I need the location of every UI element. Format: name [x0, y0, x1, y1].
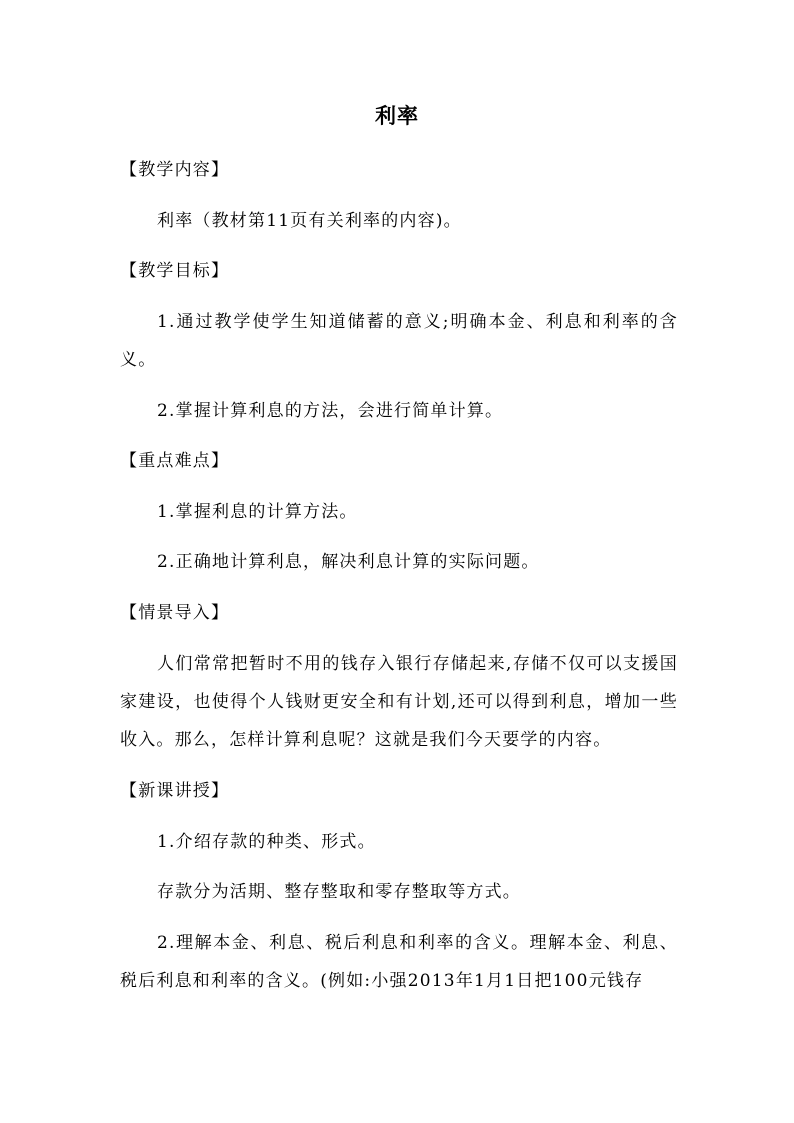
new-lesson-2: 2.理解本金、利息、税后利息和利率的含义。理解本金、利息、税后利息和利率的含义。(例如:小强2013年1月1日把100元钱存 [120, 933, 678, 991]
key-point-2: 2.正确地计算利息，解决利息计算的实际问题。 [157, 552, 540, 572]
new-lesson-1: 1.介绍存款的种类、形式。 [157, 832, 376, 852]
section-heading-key-points: 【重点难点】 [120, 451, 230, 471]
section-heading-goals: 【教学目标】 [120, 261, 230, 281]
document-title: 利率 [375, 103, 419, 128]
section-heading-intro: 【情景导入】 [120, 603, 230, 623]
intro-text: 人们常常把暂时不用的钱存入银行存储起来,存储不仅可以支援国家建设，也使得个人钱财更安全和有计划,还可以得到利息，增加一些收入。那么，怎样计算利息呢？这就是我们今天要学的内容。 [120, 654, 678, 750]
new-lesson-1-text: 存款分为活期、整存整取和零存整取等方式。 [157, 882, 521, 902]
goal-1: 1.通过教学使学生知道储蓄的意义;明确本金、利息和利率的含义。 [120, 312, 678, 370]
section-heading-new-lesson: 【新课讲授】 [120, 781, 230, 801]
goal-2: 2.掌握计算利息的方法，会进行简单计算。 [157, 401, 504, 421]
key-point-1: 1.掌握利息的计算方法。 [157, 502, 358, 522]
content-text: 利率（教材第11页有关利率的内容)。 [157, 211, 462, 231]
section-heading-content: 【教学内容】 [120, 160, 230, 180]
